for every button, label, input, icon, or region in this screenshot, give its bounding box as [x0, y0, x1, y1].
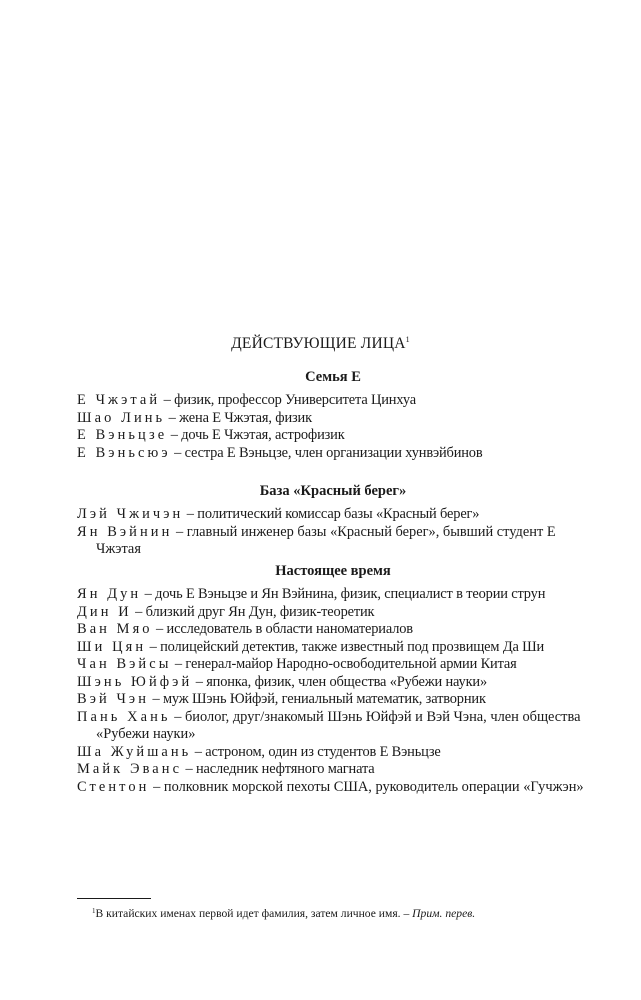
character-name: Е Чжэтай: [77, 392, 161, 408]
character-desc: – японка, физик, член общества «Рубежи науки»: [192, 673, 488, 690]
page-title: [0, 335, 641, 353]
section-red-coast-base: [77, 483, 589, 559]
character-desc: – астроном, один из студентов Е Вэньцзе: [191, 743, 441, 760]
character-name: Ша Жуйшань: [77, 743, 192, 760]
character-entry: [77, 506, 589, 524]
character-entry: [77, 761, 589, 779]
character-name: Лэй Чжичэн: [77, 506, 184, 522]
character-name: Ши Цян: [77, 638, 147, 655]
character-desc: – сестра Е Вэньцзе, член организации хунвэйбинов: [170, 444, 483, 461]
character-name: Майк Эванс: [77, 761, 183, 777]
character-desc: – близкий друг Ян Дун, физик-теоретик: [131, 603, 375, 620]
character-name: Ван Мяо: [77, 621, 153, 637]
character-desc: – полицейский детектив, также известный под прозвищем Да Ши: [146, 638, 545, 655]
character-desc: – жена Е Чжэтая, физик: [165, 409, 312, 426]
character-entry: [77, 656, 589, 674]
character-entry: [77, 691, 589, 709]
character-entry: [77, 392, 589, 410]
section-present-time: [77, 563, 589, 796]
character-entry: [77, 410, 589, 428]
footnote-number: 1: [92, 907, 96, 915]
character-desc: – наследник нефтяного магната: [182, 761, 375, 777]
character-desc: – биолог, друг/знакомый Шэнь Юйфэй и Вэй Чэна, член общества «Рубежи науки»: [96, 708, 581, 742]
character-entry: [77, 524, 589, 559]
character-name: Дин И: [77, 603, 132, 620]
character-name: Чан Вэйсы: [77, 656, 172, 672]
character-name: Вэй Чэн: [77, 691, 150, 707]
character-entry: [77, 674, 589, 692]
footnote-ref: 1: [405, 335, 410, 344]
footnote-text: В китайских именах первой идет фамилия, затем личное имя. –: [95, 907, 413, 920]
character-desc: – политический комиссар базы «Красный берег»: [183, 506, 480, 522]
character-entry: [77, 744, 589, 762]
character-desc: – исследователь в области наноматериалов: [152, 621, 413, 637]
character-name: Ян Дун: [77, 586, 142, 602]
character-name: Е Вэньсюэ: [77, 444, 171, 461]
section-heading: База «Красный берег»: [259, 483, 407, 499]
character-name: Шэнь Юйфэй: [77, 673, 193, 690]
footnote: [77, 907, 589, 920]
title-text: ДЕЙСТВУЮЩИЕ ЛИЦА: [231, 335, 406, 352]
character-desc: – дочь Е Вэньцзе и Ян Вэйнина, физик, специалист в теории струн: [141, 586, 546, 602]
character-desc: – главный инженер базы «Красный берег», бывший студент Е Чжэтая: [96, 523, 556, 557]
character-desc: – физик, профессор Университета Цинхуа: [160, 392, 416, 408]
character-name: Стентон: [77, 778, 150, 795]
character-entry: [77, 709, 589, 744]
character-name: Пань Хань: [77, 708, 171, 725]
footnote-divider: [77, 898, 151, 899]
section-heading: Семья Е: [305, 369, 361, 385]
character-name: Шао Линь: [77, 409, 166, 426]
character-name: Ян Вэйнин: [77, 523, 173, 540]
character-entry: [77, 639, 589, 657]
character-entry: [77, 586, 589, 604]
character-desc: – полковник морской пехоты США, руководитель операции «Гучжэн»: [149, 778, 584, 795]
section-family: [77, 369, 589, 462]
character-desc: – генерал-майор Народно-освободительной армии Китая: [171, 656, 517, 672]
section-heading: Настоящее время: [275, 563, 391, 579]
character-entry: [77, 621, 589, 639]
character-name: Е Вэньцзе: [77, 427, 168, 443]
character-entry: [77, 604, 589, 622]
character-entry: [77, 427, 589, 445]
character-desc: – дочь Е Чжэтая, астрофизик: [167, 427, 345, 443]
translator-note: Прим. перев.: [412, 907, 476, 920]
character-desc: – муж Шэнь Юйфэй, гениальный математик, затворник: [149, 691, 486, 707]
character-entry: [77, 445, 589, 463]
character-entry: [77, 779, 589, 797]
